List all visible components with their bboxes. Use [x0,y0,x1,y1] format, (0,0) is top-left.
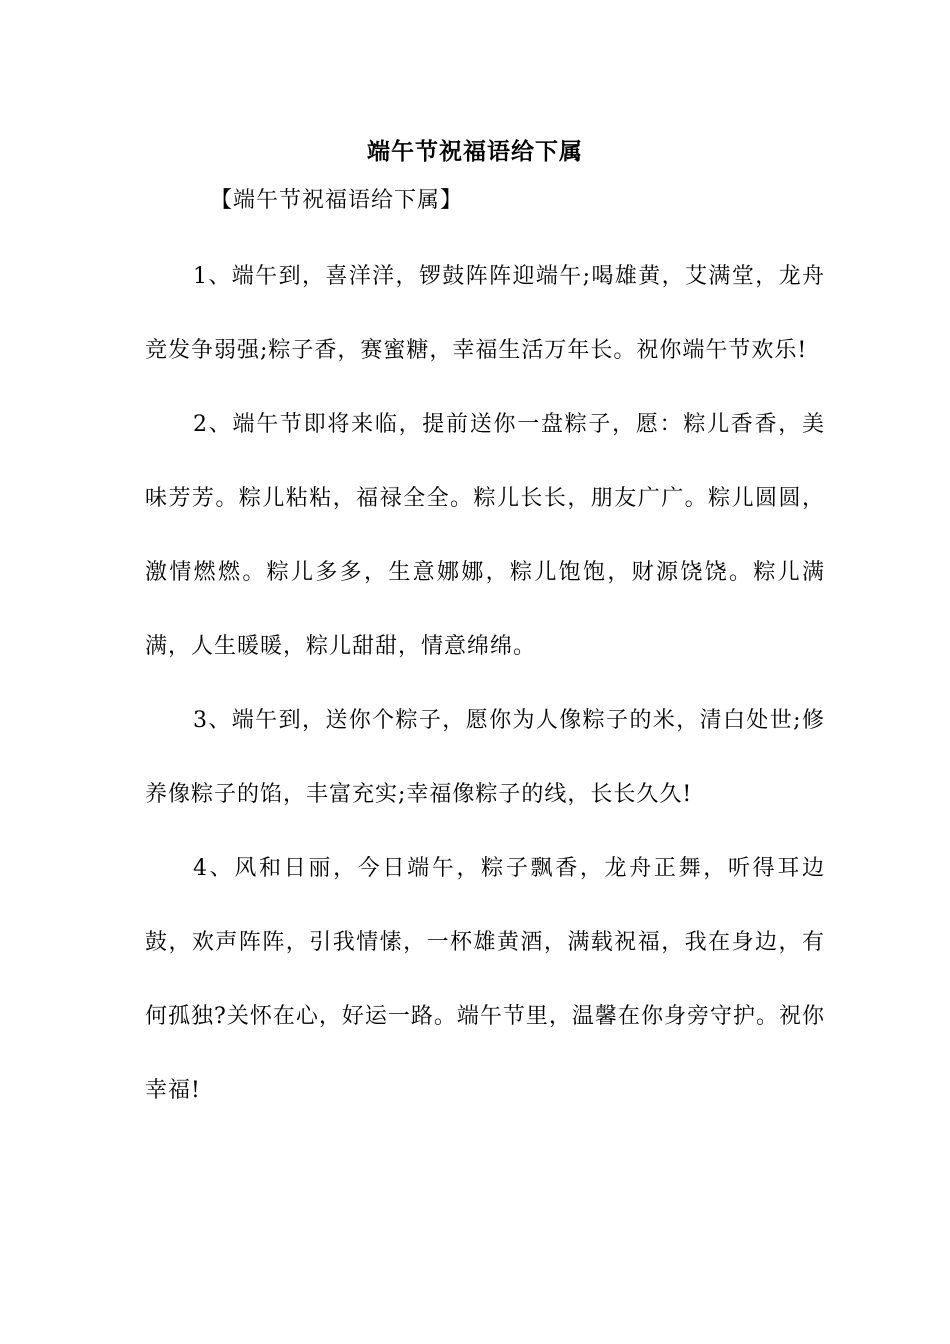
paragraph-3: 3、端午到，送你个粽子，愿你为人像粽子的米，清白处世;修养像粽子的馅，丰富充实;幸福像粽子的线，长长久久! [145,708,825,807]
document-title: 端午节祝福语给下属 [367,138,583,165]
document-subheading: 【端午节祝福语给下属】 [210,188,464,213]
document-body [145,240,825,1128]
paragraph-4: 4、风和日丽，今日端午，粽子飘香，龙舟正舞，听得耳边鼓，欢声阵阵，引我情愫，一杯雄黄酒，满载祝福，我在身边，有何孤独?关怀在心，好运一路。端午节里，温馨在你身旁守护。祝你幸福! [145,856,825,1103]
paragraph-2: 2、端午节即将来临，提前送你一盘粽子，愿：粽儿香香，美味芳芳。粽儿粘粘，福禄全全。粽儿长长，朋友广广。粽儿圆圆，激情燃燃。粽儿多多，生意娜娜，粽儿饱饱，财源饶饶。粽儿满满，人生暖暖，粽儿甜甜，情意绵绵。 [145,412,825,659]
paragraph-1: 1、端午到，喜洋洋，锣鼓阵阵迎端午;喝雄黄，艾满堂，龙舟竞发争弱强;粽子香，赛蜜糖，幸福生活万年长。祝你端午节欢乐! [145,264,825,363]
